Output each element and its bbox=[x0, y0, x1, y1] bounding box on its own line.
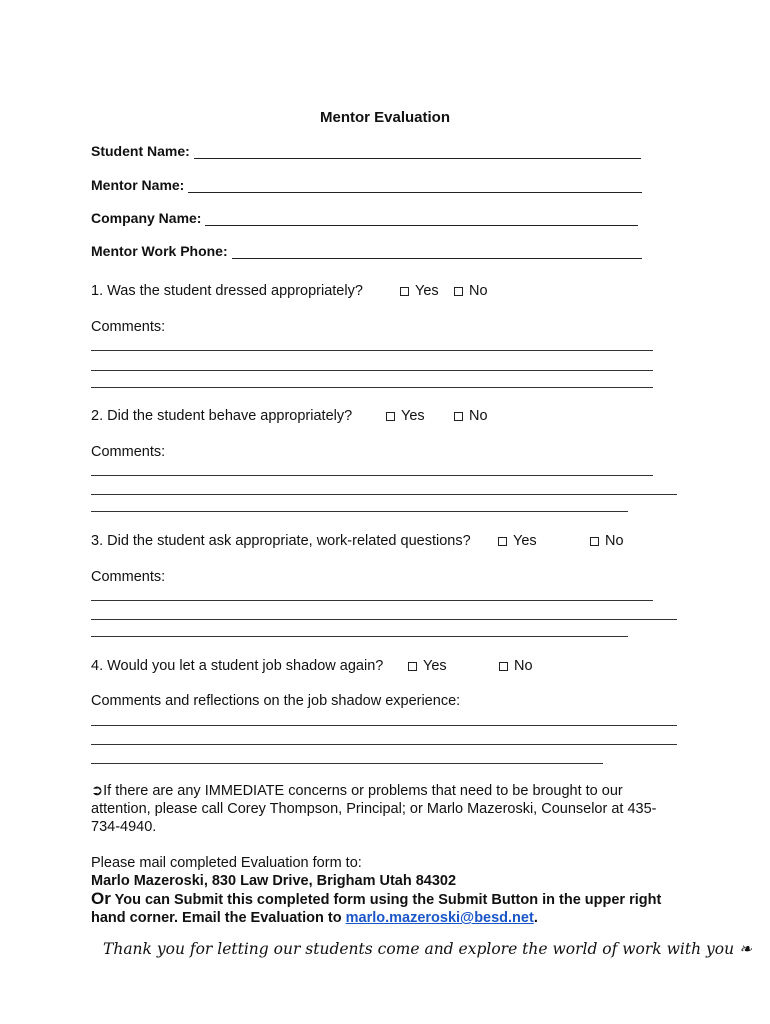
q2-comment-line[interactable] bbox=[91, 511, 628, 512]
page-title: Mentor Evaluation bbox=[319, 109, 450, 126]
student-name-field[interactable] bbox=[91, 143, 641, 159]
q1-yes-label: Yes bbox=[415, 283, 439, 299]
concerns-notice bbox=[91, 782, 671, 836]
reflection-line[interactable] bbox=[91, 744, 677, 745]
q2-no-option[interactable] bbox=[454, 408, 488, 424]
q2-comment-line[interactable] bbox=[91, 494, 677, 495]
period: . bbox=[533, 910, 538, 926]
q2-no-label: No bbox=[469, 408, 488, 424]
checkbox-icon[interactable] bbox=[400, 287, 409, 296]
q1-comment-line[interactable] bbox=[91, 370, 653, 371]
q3-yes-label: Yes bbox=[513, 533, 537, 549]
question-4-text: 4. Would you let a student job shadow again? bbox=[91, 658, 384, 674]
mentor-name-line[interactable] bbox=[188, 178, 642, 193]
checkbox-icon[interactable] bbox=[386, 412, 395, 421]
concerns-text: If there are any IMMEDIATE concerns or problems that need to be brought to our attention, please call Corey Thompson, Principal; or Marlo Mazeroski, Counselor at 435-734-4940. bbox=[91, 783, 657, 835]
checkbox-icon[interactable] bbox=[499, 662, 508, 671]
q3-no-label: No bbox=[605, 533, 624, 549]
checkbox-icon[interactable] bbox=[454, 412, 463, 421]
q3-comment-line[interactable] bbox=[91, 619, 677, 620]
q3-yes-option[interactable] bbox=[498, 533, 537, 549]
thank-you-message: Thank you for letting our students come and explore the world of work with you ❧ bbox=[103, 940, 752, 958]
q3-no-option[interactable] bbox=[590, 533, 624, 549]
question-3-text: 3. Did the student ask appropriate, work-related questions? bbox=[91, 533, 471, 549]
reflections-label: Comments and reflections on the job shadow experience: bbox=[91, 693, 461, 709]
question-1-text: 1. Was the student dressed appropriately? bbox=[91, 283, 363, 299]
q3-comments-label: Comments: bbox=[91, 569, 166, 585]
checkbox-icon[interactable] bbox=[498, 537, 507, 546]
q1-comment-line[interactable] bbox=[91, 350, 653, 351]
company-name-field[interactable] bbox=[91, 210, 638, 226]
q4-yes-option[interactable] bbox=[408, 658, 447, 674]
student-name-line[interactable] bbox=[194, 144, 641, 159]
q3-comment-line[interactable] bbox=[91, 600, 653, 601]
q2-comment-line[interactable] bbox=[91, 475, 653, 476]
q4-no-option[interactable] bbox=[499, 658, 533, 674]
q1-no-label: No bbox=[469, 283, 488, 299]
q4-yes-label: Yes bbox=[423, 658, 447, 674]
reflection-line[interactable] bbox=[91, 763, 603, 764]
mentor-name-field[interactable] bbox=[91, 177, 642, 193]
q1-comment-line[interactable] bbox=[91, 387, 653, 388]
company-name-line[interactable] bbox=[205, 211, 638, 226]
reflection-line[interactable] bbox=[91, 725, 677, 726]
q4-no-label: No bbox=[514, 658, 533, 674]
company-name-label: Company Name: bbox=[91, 210, 202, 226]
mail-intro: Please mail completed Evaluation form to: bbox=[91, 855, 362, 871]
mentor-phone-field[interactable] bbox=[91, 243, 642, 259]
q1-yes-option[interactable] bbox=[400, 283, 439, 299]
checkbox-icon[interactable] bbox=[408, 662, 417, 671]
checkbox-icon[interactable] bbox=[454, 287, 463, 296]
mentor-phone-line[interactable] bbox=[232, 244, 642, 259]
email-link[interactable]: marlo.mazeroski@besd.net bbox=[345, 910, 534, 926]
question-2-text: 2. Did the student behave appropriately? bbox=[91, 408, 353, 424]
mentor-phone-label: Mentor Work Phone: bbox=[91, 243, 228, 259]
submit-text: You can Submit this completed form using the Submit Button in the upper right hand corner. Email the Evaluation to bbox=[91, 892, 662, 926]
q3-comment-line[interactable] bbox=[91, 636, 628, 637]
student-name-label: Student Name: bbox=[91, 143, 190, 159]
mentor-name-label: Mentor Name: bbox=[91, 177, 185, 193]
submit-instructions bbox=[91, 890, 666, 927]
q1-comments-label: Comments: bbox=[91, 319, 166, 335]
q1-no-option[interactable] bbox=[454, 283, 488, 299]
q2-yes-option[interactable] bbox=[386, 408, 425, 424]
q2-comments-label: Comments: bbox=[91, 444, 166, 460]
mail-address: Marlo Mazeroski, 830 Law Drive, Brigham Utah 84302 bbox=[91, 873, 457, 889]
q2-yes-label: Yes bbox=[401, 408, 425, 424]
checkbox-icon[interactable] bbox=[590, 537, 599, 546]
or-label: Or bbox=[91, 889, 111, 908]
arrow-icon: ➲ bbox=[91, 783, 104, 799]
